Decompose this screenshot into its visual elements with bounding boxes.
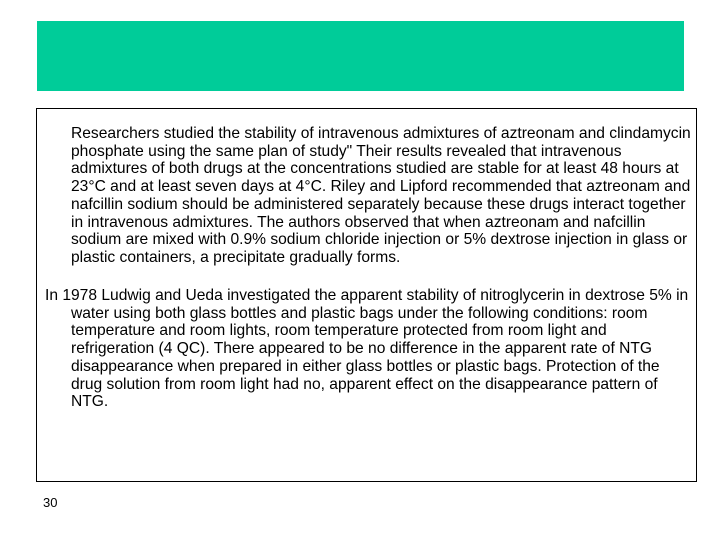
body-paragraph-2: In 1978 Ludwig and Ueda investigated the apparent stability of nitroglycerin in dextrose 5% in water using both glass bottles and plastic bags under the following conditions: room temperature and room lights, room temperature protected from room light and refrigeration (4 QC). There appeared to be no difference in the apparent rate of NTG disappearance when prepared in either glass bottles or plastic bags. Protection of the drug solution from room light had no, apparent effect on the disappearance pattern of NTG.	[45, 287, 689, 411]
title-band	[37, 21, 684, 91]
slide-number: 30	[43, 495, 58, 510]
body-paragraph-1: Researchers studied the stability of intravenous admixtures of aztreonam and clindamycin phosphate using the same plan of study" Their results revealed that intravenous admixtures of both drugs at the concentrations studied are stable for at least 48 hours at 23°C and at least seven days at 4°C. Riley and Lipford recommended that aztreonam and nafcillin sodium should be administered separately because these drugs interact together in intravenous admixtures. The authors observed that when aztreonam and nafcillin sodium are mixed with 0.9% sodium chloride injection or 5% dextrose injection in glass or plastic containers, a precipitate gradually forms.	[71, 125, 691, 266]
content-box	[36, 108, 697, 482]
